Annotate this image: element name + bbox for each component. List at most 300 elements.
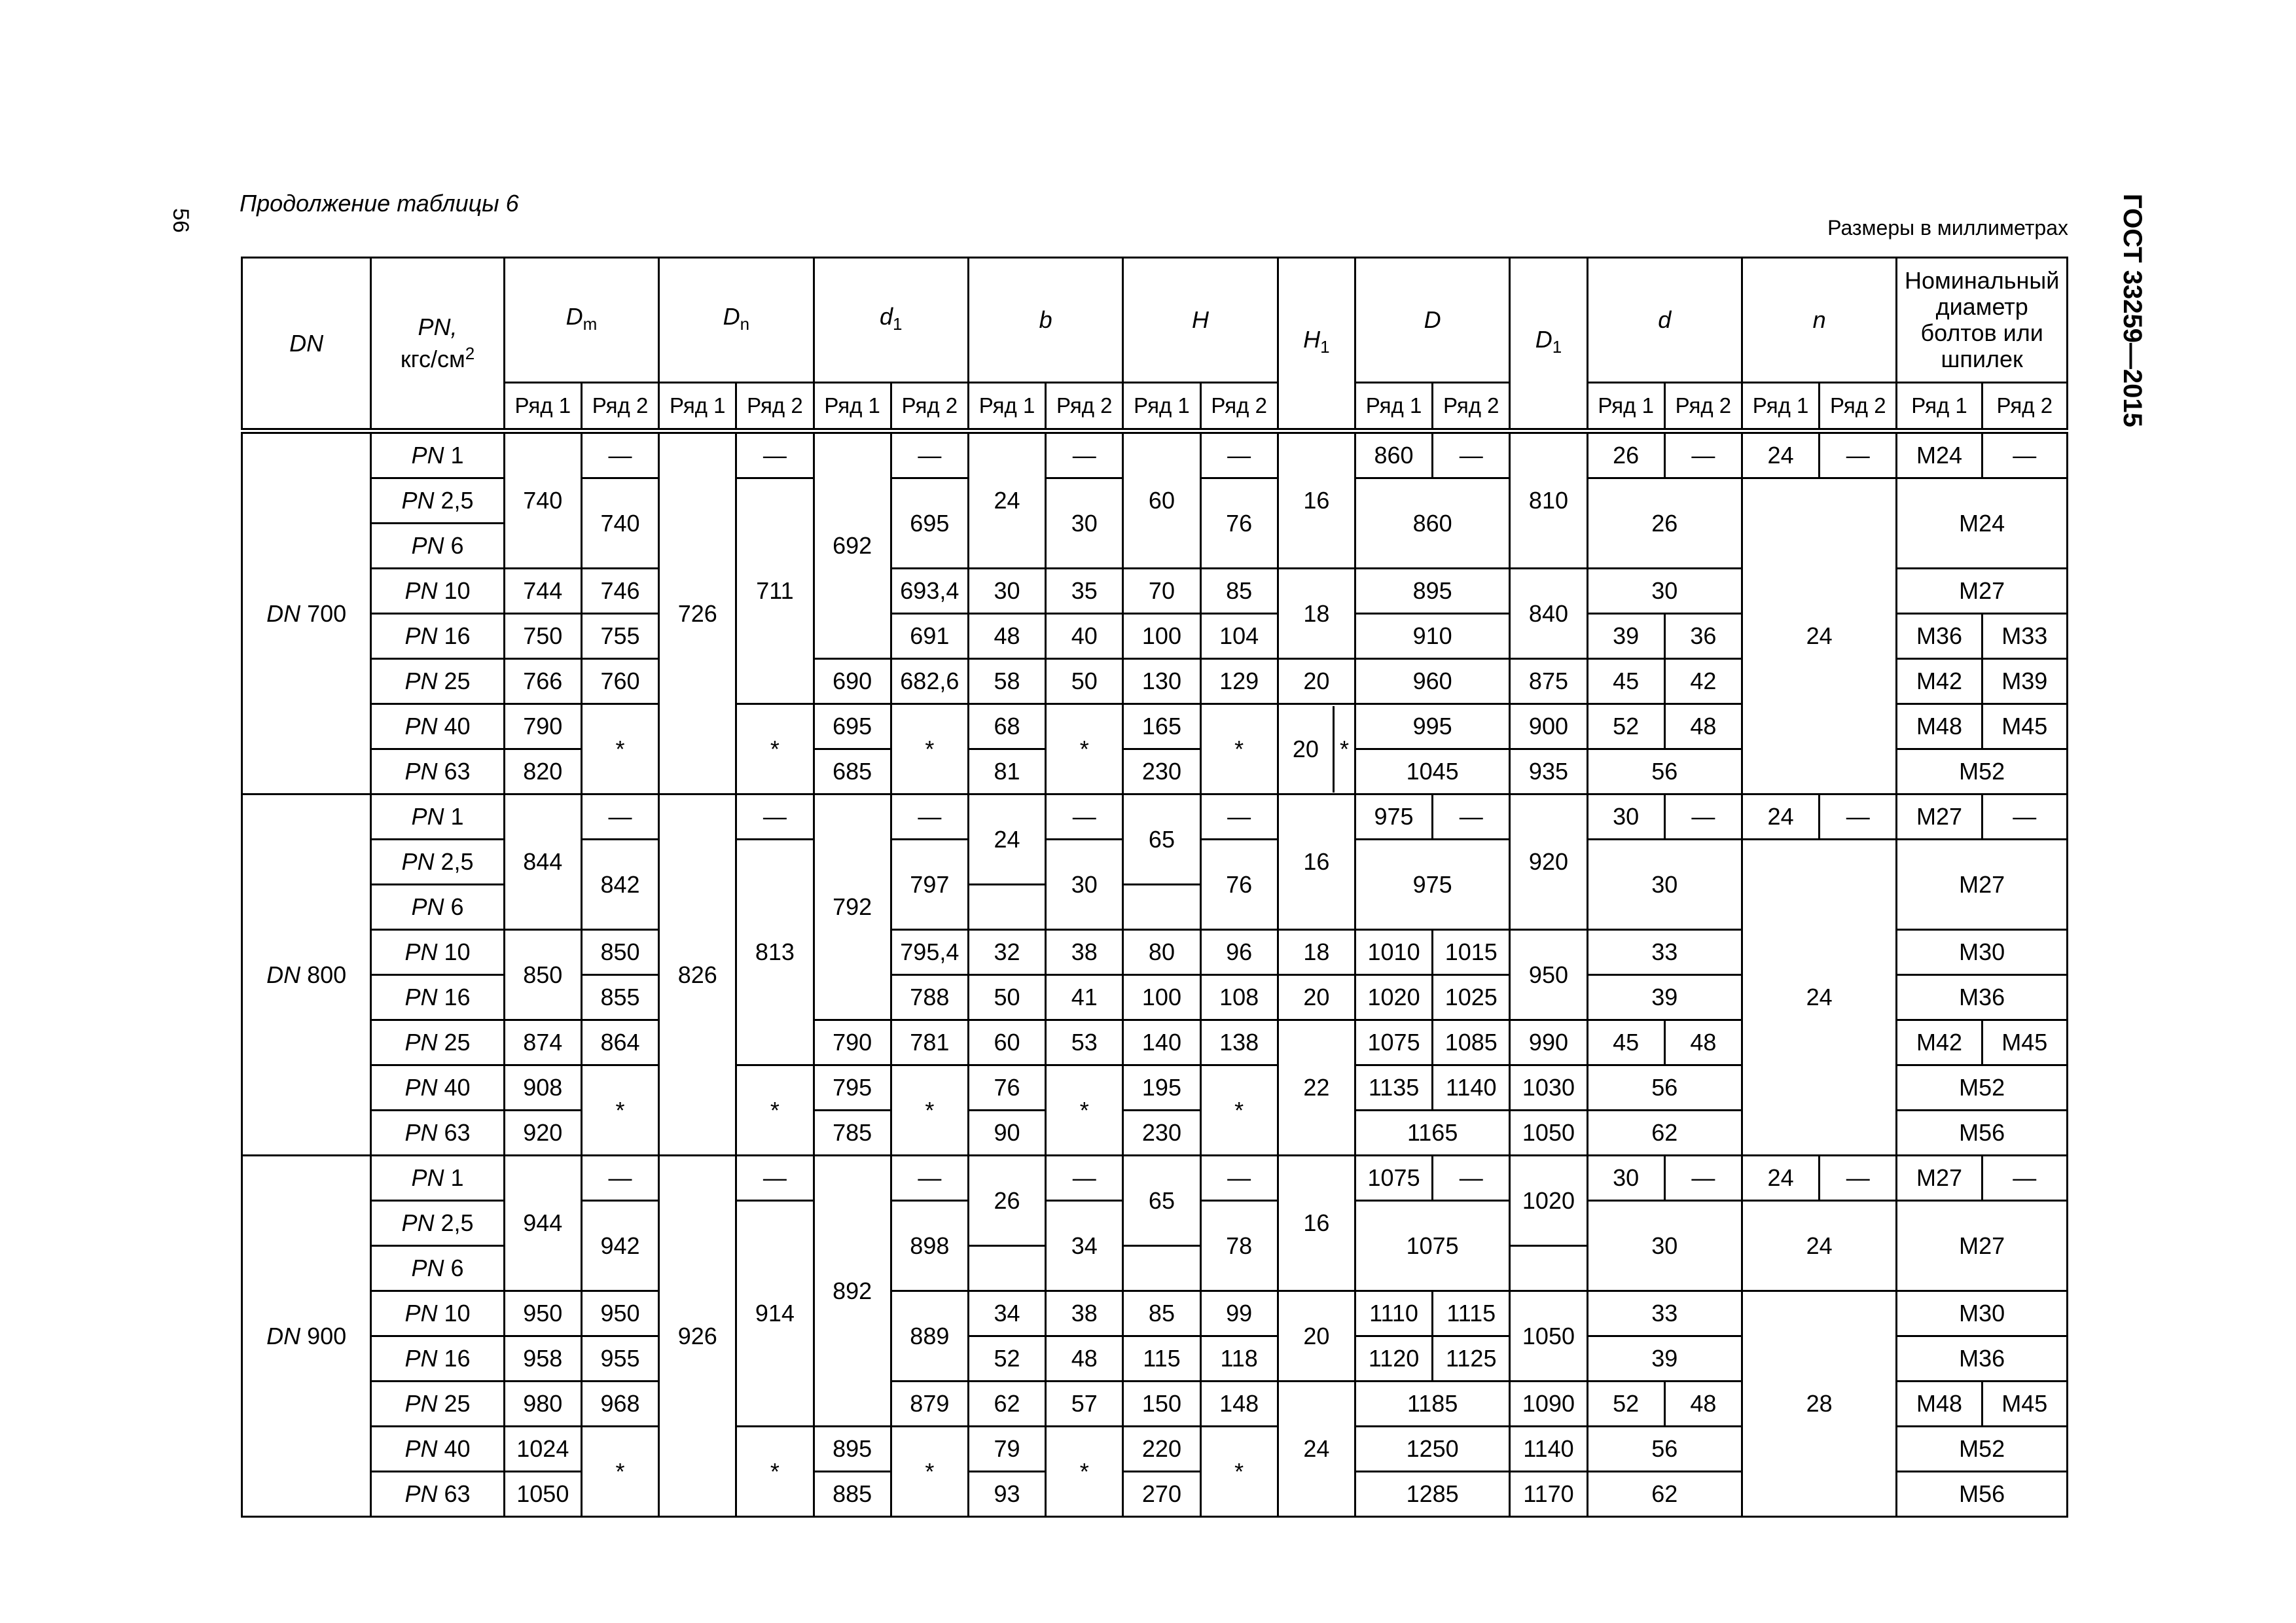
header-d: d bbox=[1587, 258, 1742, 383]
cell: 80 bbox=[1123, 930, 1200, 975]
header-dn: DN bbox=[242, 258, 371, 431]
dn-cell: DN 700 bbox=[242, 431, 371, 794]
cell: 1050 bbox=[1510, 1111, 1587, 1156]
cell: 118 bbox=[1200, 1336, 1278, 1382]
cell: M27 bbox=[1897, 1156, 1982, 1201]
header-row2: Ряд 2 bbox=[1046, 383, 1123, 431]
cell: M30 bbox=[1897, 930, 2068, 975]
cell: 850 bbox=[504, 930, 581, 1020]
cell: 39 bbox=[1587, 1336, 1742, 1382]
cell: 908 bbox=[504, 1065, 581, 1111]
table-row bbox=[242, 1291, 2068, 1336]
cell: M48 bbox=[1897, 704, 1982, 749]
pn-cell: PN 2,5 bbox=[371, 1201, 504, 1246]
cell: 270 bbox=[1123, 1472, 1200, 1517]
cell: 20 bbox=[1278, 1291, 1355, 1382]
cell: — bbox=[1046, 1156, 1123, 1201]
cell: — bbox=[1433, 794, 1510, 840]
header-b: b bbox=[968, 258, 1122, 383]
cell: 39 bbox=[1587, 614, 1664, 659]
flange-dimensions-table bbox=[241, 257, 2068, 1518]
pn-cell: PN 16 bbox=[371, 1336, 504, 1382]
cell: 892 bbox=[814, 1156, 891, 1427]
cell: 50 bbox=[968, 975, 1045, 1020]
cell: 1115 bbox=[1433, 1291, 1510, 1336]
header-row1: Ряд 1 bbox=[1897, 383, 1982, 431]
cell: 795,4 bbox=[891, 930, 968, 975]
cell: 81 bbox=[968, 749, 1045, 794]
cell: 1140 bbox=[1510, 1427, 1587, 1472]
cell: 920 bbox=[1510, 794, 1587, 930]
cell: — bbox=[1820, 431, 1897, 478]
cell: M45 bbox=[1982, 1382, 2067, 1427]
pn-cell: PN 6 bbox=[371, 885, 504, 930]
cell: M48 bbox=[1897, 1382, 1982, 1427]
cell: 695 bbox=[814, 704, 891, 749]
cell: 99 bbox=[1200, 1291, 1278, 1336]
cell: — bbox=[1664, 794, 1742, 840]
cell: 958 bbox=[504, 1336, 581, 1382]
cell: — bbox=[1433, 1156, 1510, 1201]
cell: — bbox=[1046, 431, 1123, 478]
page-number: 56 bbox=[168, 208, 193, 233]
cell: 104 bbox=[1200, 614, 1278, 659]
cell: 138 bbox=[1200, 1020, 1278, 1065]
cell: 1075 bbox=[1355, 1201, 1509, 1291]
cell: M36 bbox=[1897, 975, 2068, 1020]
cell: 62 bbox=[1587, 1472, 1742, 1517]
cell: 879 bbox=[891, 1382, 968, 1427]
cell: 79 bbox=[968, 1427, 1045, 1472]
cell: 898 bbox=[891, 1201, 968, 1291]
pn-cell: PN 63 bbox=[371, 1472, 504, 1517]
cell: 24 bbox=[1742, 1201, 1896, 1291]
cell: 955 bbox=[581, 1336, 658, 1382]
pn-cell: PN 63 bbox=[371, 749, 504, 794]
cell: 56 bbox=[1587, 749, 1742, 794]
header-row1: Ряд 1 bbox=[1587, 383, 1664, 431]
cell: 18 bbox=[1278, 569, 1355, 659]
cell: 968 bbox=[581, 1382, 658, 1427]
header-row1: Ряд 1 bbox=[1742, 383, 1819, 431]
cell: — bbox=[1982, 794, 2067, 840]
cell: M39 bbox=[1982, 659, 2067, 704]
pn-cell: PN 10 bbox=[371, 930, 504, 975]
pn-cell: PN 1 bbox=[371, 794, 504, 840]
cell: — bbox=[581, 431, 658, 478]
header-row bbox=[242, 258, 2068, 383]
cell: 1185 bbox=[1355, 1382, 1509, 1427]
header-d1: $d_1$ bbox=[814, 258, 968, 383]
cell: 96 bbox=[1200, 930, 1278, 975]
cell: M27 bbox=[1897, 794, 1982, 840]
cell: 900 bbox=[1510, 704, 1587, 749]
cell: * bbox=[736, 1427, 814, 1517]
cell: — bbox=[1433, 431, 1510, 478]
cell: * bbox=[736, 1065, 814, 1156]
cell: 30 bbox=[1046, 840, 1123, 930]
cell: M56 bbox=[1897, 1472, 2068, 1517]
cell: 995 bbox=[1355, 704, 1509, 749]
cell: 24 bbox=[1742, 794, 1819, 840]
cell: 910 bbox=[1355, 614, 1509, 659]
cell: M24 bbox=[1897, 431, 1982, 478]
cell: 140 bbox=[1123, 1020, 1200, 1065]
cell: 24 bbox=[968, 794, 1045, 885]
cell: 860 bbox=[1355, 431, 1432, 478]
h1-split-cell: 20 * bbox=[1278, 704, 1355, 794]
cell: 1024 bbox=[504, 1427, 581, 1472]
pn-cell: PN 1 bbox=[371, 1156, 504, 1201]
cell: 230 bbox=[1123, 1111, 1200, 1156]
cell: 58 bbox=[968, 659, 1045, 704]
cell: — bbox=[1664, 431, 1742, 478]
cell: 1050 bbox=[504, 1472, 581, 1517]
cell: 895 bbox=[1355, 569, 1509, 614]
header-h1: $H_1$ bbox=[1278, 258, 1355, 431]
cell: — bbox=[1982, 431, 2067, 478]
cell: 740 bbox=[581, 478, 658, 569]
cell: 1050 bbox=[1510, 1291, 1587, 1382]
units-note: Размеры в миллиметрах bbox=[1827, 216, 2068, 240]
cell: 760 bbox=[581, 659, 658, 704]
cell: M30 bbox=[1897, 1291, 2068, 1336]
cell: 38 bbox=[1046, 930, 1123, 975]
pn-cell: PN 40 bbox=[371, 1427, 504, 1472]
pn-cell: PN 40 bbox=[371, 704, 504, 749]
cell: 62 bbox=[968, 1382, 1045, 1427]
cell: 826 bbox=[659, 794, 736, 1156]
cell: M52 bbox=[1897, 1427, 2068, 1472]
cell: 750 bbox=[504, 614, 581, 659]
cell: 990 bbox=[1510, 1020, 1587, 1065]
cell: * bbox=[891, 1065, 968, 1156]
header-row2: Ряд 2 bbox=[1982, 383, 2067, 431]
cell: 30 bbox=[1587, 840, 1742, 930]
cell: M27 bbox=[1897, 840, 2068, 930]
dn-cell: DN 800 bbox=[242, 794, 371, 1156]
header-n: n bbox=[1742, 258, 1896, 383]
header-row1: Ряд 1 bbox=[1123, 383, 1200, 431]
cell: 195 bbox=[1123, 1065, 1200, 1111]
cell: 220 bbox=[1123, 1427, 1200, 1472]
cell: 874 bbox=[504, 1020, 581, 1065]
cell: * bbox=[1046, 1065, 1123, 1156]
header-row1: Ряд 1 bbox=[1355, 383, 1432, 431]
cell: 100 bbox=[1123, 975, 1200, 1020]
cell: 16 bbox=[1278, 1156, 1355, 1291]
cell: 45 bbox=[1587, 659, 1664, 704]
cell: — bbox=[581, 1156, 658, 1201]
cell: M36 bbox=[1897, 614, 1982, 659]
cell: 840 bbox=[1510, 569, 1587, 659]
cell: 60 bbox=[1123, 431, 1200, 569]
cell: 926 bbox=[659, 1156, 736, 1517]
cell: 30 bbox=[1046, 478, 1123, 569]
cell: — bbox=[736, 431, 814, 478]
header-row2: Ряд 2 bbox=[581, 383, 658, 431]
cell: 20 bbox=[1278, 975, 1355, 1020]
cell: * bbox=[1046, 1427, 1123, 1517]
cell: 30 bbox=[968, 569, 1045, 614]
cell: 1085 bbox=[1433, 1020, 1510, 1065]
standard-designation: ГОСТ 33259—2015 bbox=[2118, 194, 2147, 427]
header-row1: Ряд 1 bbox=[659, 383, 736, 431]
cell: 34 bbox=[968, 1291, 1045, 1336]
cell: 39 bbox=[1587, 975, 1742, 1020]
cell: * bbox=[581, 1427, 658, 1517]
cell: 850 bbox=[581, 930, 658, 975]
cell: 950 bbox=[504, 1291, 581, 1336]
cell: 28 bbox=[1742, 1291, 1896, 1517]
cell: 41 bbox=[1046, 975, 1123, 1020]
pn-cell: PN 10 bbox=[371, 1291, 504, 1336]
cell: 1090 bbox=[1510, 1382, 1587, 1427]
cell: 685 bbox=[814, 749, 891, 794]
cell: 76 bbox=[968, 1065, 1045, 1111]
cell: — bbox=[1200, 431, 1278, 478]
cell: 52 bbox=[1587, 1382, 1664, 1427]
cell: 942 bbox=[581, 1201, 658, 1291]
cell: 16 bbox=[1278, 794, 1355, 930]
cell: 148 bbox=[1200, 1382, 1278, 1427]
cell: * bbox=[1046, 704, 1123, 794]
header-dd: D bbox=[1355, 258, 1509, 383]
pn-cell: PN 16 bbox=[371, 614, 504, 659]
table-row bbox=[242, 794, 2068, 840]
header-row2: Ряд 2 bbox=[736, 383, 814, 431]
cell: 52 bbox=[1587, 704, 1664, 749]
cell: 70 bbox=[1123, 569, 1200, 614]
cell: * bbox=[891, 1427, 968, 1517]
cell: 20 bbox=[1278, 659, 1355, 704]
cell: 45 bbox=[1587, 1020, 1664, 1065]
cell: 30 bbox=[1587, 1156, 1664, 1201]
cell: 1015 bbox=[1433, 930, 1510, 975]
cell: — bbox=[736, 794, 814, 840]
cell: 78 bbox=[1200, 1201, 1278, 1291]
cell: 864 bbox=[581, 1020, 658, 1065]
cell: 24 bbox=[1742, 840, 1896, 1156]
cell: 766 bbox=[504, 659, 581, 704]
pn-cell: PN 2,5 bbox=[371, 840, 504, 885]
cell: * bbox=[581, 1065, 658, 1156]
cell: 53 bbox=[1046, 1020, 1123, 1065]
cell: 33 bbox=[1587, 930, 1742, 975]
header-bolts: Номинальный диаметр болтов или шпилек bbox=[1897, 258, 2068, 383]
cell: 62 bbox=[1587, 1111, 1742, 1156]
cell: 1075 bbox=[1355, 1156, 1432, 1201]
cell: 855 bbox=[581, 975, 658, 1020]
cell: 24 bbox=[1278, 1382, 1355, 1517]
cell: — bbox=[891, 1156, 968, 1201]
cell: 90 bbox=[968, 1111, 1045, 1156]
cell: M33 bbox=[1982, 614, 2067, 659]
cell: 1165 bbox=[1355, 1111, 1509, 1156]
pn-cell: PN 63 bbox=[371, 1111, 504, 1156]
header-subrow bbox=[242, 383, 2068, 431]
cell: 781 bbox=[891, 1020, 968, 1065]
header-row2: Ряд 2 bbox=[891, 383, 968, 431]
cell: 115 bbox=[1123, 1336, 1200, 1382]
cell: 1120 bbox=[1355, 1336, 1432, 1382]
cell: 150 bbox=[1123, 1382, 1200, 1427]
cell: 30 bbox=[1587, 794, 1664, 840]
header-dd1: $D_1$ bbox=[1510, 258, 1587, 431]
cell: — bbox=[1046, 794, 1123, 840]
cell: 30 bbox=[1587, 1201, 1742, 1291]
cell: * bbox=[736, 704, 814, 794]
cell: 18 bbox=[1278, 930, 1355, 975]
cell: — bbox=[891, 431, 968, 478]
cell: 895 bbox=[814, 1427, 891, 1472]
cell: 820 bbox=[504, 749, 581, 794]
cell: 24 bbox=[1742, 478, 1896, 794]
cell: 76 bbox=[1200, 478, 1278, 569]
cell: 875 bbox=[1510, 659, 1587, 704]
dn-cell: DN 900 bbox=[242, 1156, 371, 1517]
header-h: H bbox=[1123, 258, 1278, 383]
cell: — bbox=[1200, 1156, 1278, 1201]
cell: 56 bbox=[1587, 1065, 1742, 1111]
table-row bbox=[242, 431, 2068, 478]
table-caption: Продолжение таблицы 6 bbox=[240, 190, 519, 217]
pn-cell: PN 16 bbox=[371, 975, 504, 1020]
cell: 1020 bbox=[1510, 1156, 1587, 1246]
cell: * bbox=[1200, 704, 1278, 794]
cell: * bbox=[1200, 1427, 1278, 1517]
cell: 1140 bbox=[1433, 1065, 1510, 1111]
cell: 1020 bbox=[1355, 975, 1432, 1020]
cell: M36 bbox=[1897, 1336, 2068, 1382]
header-row1: Ряд 1 bbox=[814, 383, 891, 431]
cell: 65 bbox=[1123, 794, 1200, 885]
cell: 93 bbox=[968, 1472, 1045, 1517]
pn-cell: PN 40 bbox=[371, 1065, 504, 1111]
cell: 26 bbox=[1587, 431, 1664, 478]
cell: 1110 bbox=[1355, 1291, 1432, 1336]
cell: 1045 bbox=[1355, 749, 1509, 794]
cell: 682,6 bbox=[891, 659, 968, 704]
cell: — bbox=[891, 794, 968, 840]
cell: — bbox=[736, 1156, 814, 1201]
cell: 65 bbox=[1123, 1156, 1200, 1246]
cell: M42 bbox=[1897, 1020, 1982, 1065]
cell: 52 bbox=[968, 1336, 1045, 1382]
cell: * bbox=[891, 704, 968, 794]
cell: 48 bbox=[1664, 704, 1742, 749]
cell: 755 bbox=[581, 614, 658, 659]
cell: 842 bbox=[581, 840, 658, 930]
cell: M27 bbox=[1897, 1201, 2068, 1291]
cell: 785 bbox=[814, 1111, 891, 1156]
cell: 48 bbox=[1664, 1020, 1742, 1065]
cell: 726 bbox=[659, 431, 736, 794]
cell: 32 bbox=[968, 930, 1045, 975]
cell: * bbox=[581, 704, 658, 794]
header-pn: PN, кгс/$см^2$ bbox=[371, 258, 504, 431]
cell: 1010 bbox=[1355, 930, 1432, 975]
cell: 1170 bbox=[1510, 1472, 1587, 1517]
cell: 33 bbox=[1587, 1291, 1742, 1336]
cell: 85 bbox=[1200, 569, 1278, 614]
cell: 790 bbox=[504, 704, 581, 749]
cell: 35 bbox=[1046, 569, 1123, 614]
cell: 48 bbox=[1664, 1382, 1742, 1427]
cell: 975 bbox=[1355, 840, 1509, 930]
cell: 24 bbox=[1742, 431, 1819, 478]
cell: M24 bbox=[1897, 478, 2068, 569]
cell: 26 bbox=[968, 1156, 1045, 1246]
pn-cell: PN 6 bbox=[371, 1246, 504, 1291]
cell: 860 bbox=[1355, 478, 1509, 569]
pn-cell: PN 25 bbox=[371, 659, 504, 704]
cell: 711 bbox=[736, 478, 814, 704]
cell: 1030 bbox=[1510, 1065, 1587, 1111]
cell: 130 bbox=[1123, 659, 1200, 704]
cell: 42 bbox=[1664, 659, 1742, 704]
cell: — bbox=[1664, 1156, 1742, 1201]
cell: — bbox=[1820, 1156, 1897, 1201]
cell: 68 bbox=[968, 704, 1045, 749]
cell: 788 bbox=[891, 975, 968, 1020]
table-row bbox=[242, 1156, 2068, 1201]
cell: 24 bbox=[968, 431, 1045, 569]
header-row2: Ряд 2 bbox=[1433, 383, 1510, 431]
cell: 60 bbox=[968, 1020, 1045, 1065]
header-dm: $D_m$ bbox=[504, 258, 658, 383]
cell: 792 bbox=[814, 794, 891, 1020]
cell: 980 bbox=[504, 1382, 581, 1427]
cell: 1250 bbox=[1355, 1427, 1509, 1472]
cell: 50 bbox=[1046, 659, 1123, 704]
cell: 85 bbox=[1123, 1291, 1200, 1336]
pn-cell: PN 6 bbox=[371, 524, 504, 569]
cell: 26 bbox=[1587, 478, 1742, 569]
cell: — bbox=[581, 794, 658, 840]
header-row2: Ряд 2 bbox=[1200, 383, 1278, 431]
header-row2: Ряд 2 bbox=[1820, 383, 1897, 431]
cell: — bbox=[1820, 794, 1897, 840]
cell: 56 bbox=[1587, 1427, 1742, 1472]
cell: 740 bbox=[504, 431, 581, 569]
cell: 885 bbox=[814, 1472, 891, 1517]
cell: 40 bbox=[1046, 614, 1123, 659]
cell: 22 bbox=[1278, 1020, 1355, 1156]
header-row1: Ряд 1 bbox=[504, 383, 581, 431]
cell: 810 bbox=[1510, 431, 1587, 569]
cell: 944 bbox=[504, 1156, 581, 1291]
pn-cell: PN 2,5 bbox=[371, 478, 504, 524]
cell: 960 bbox=[1355, 659, 1509, 704]
header-dn-col: $D_n$ bbox=[659, 258, 814, 383]
cell: 34 bbox=[1046, 1201, 1123, 1291]
cell: M42 bbox=[1897, 659, 1982, 704]
cell: 889 bbox=[891, 1291, 968, 1382]
cell: M52 bbox=[1897, 749, 2068, 794]
cell: 693,4 bbox=[891, 569, 968, 614]
cell: 950 bbox=[581, 1291, 658, 1336]
cell: M27 bbox=[1897, 569, 2068, 614]
cell: 692 bbox=[814, 431, 891, 659]
cell: 57 bbox=[1046, 1382, 1123, 1427]
cell: 695 bbox=[891, 478, 968, 569]
cell: 165 bbox=[1123, 704, 1200, 749]
cell: * bbox=[1200, 1065, 1278, 1156]
cell: 844 bbox=[504, 794, 581, 930]
cell: 935 bbox=[1510, 749, 1587, 794]
cell: 813 bbox=[736, 840, 814, 1065]
